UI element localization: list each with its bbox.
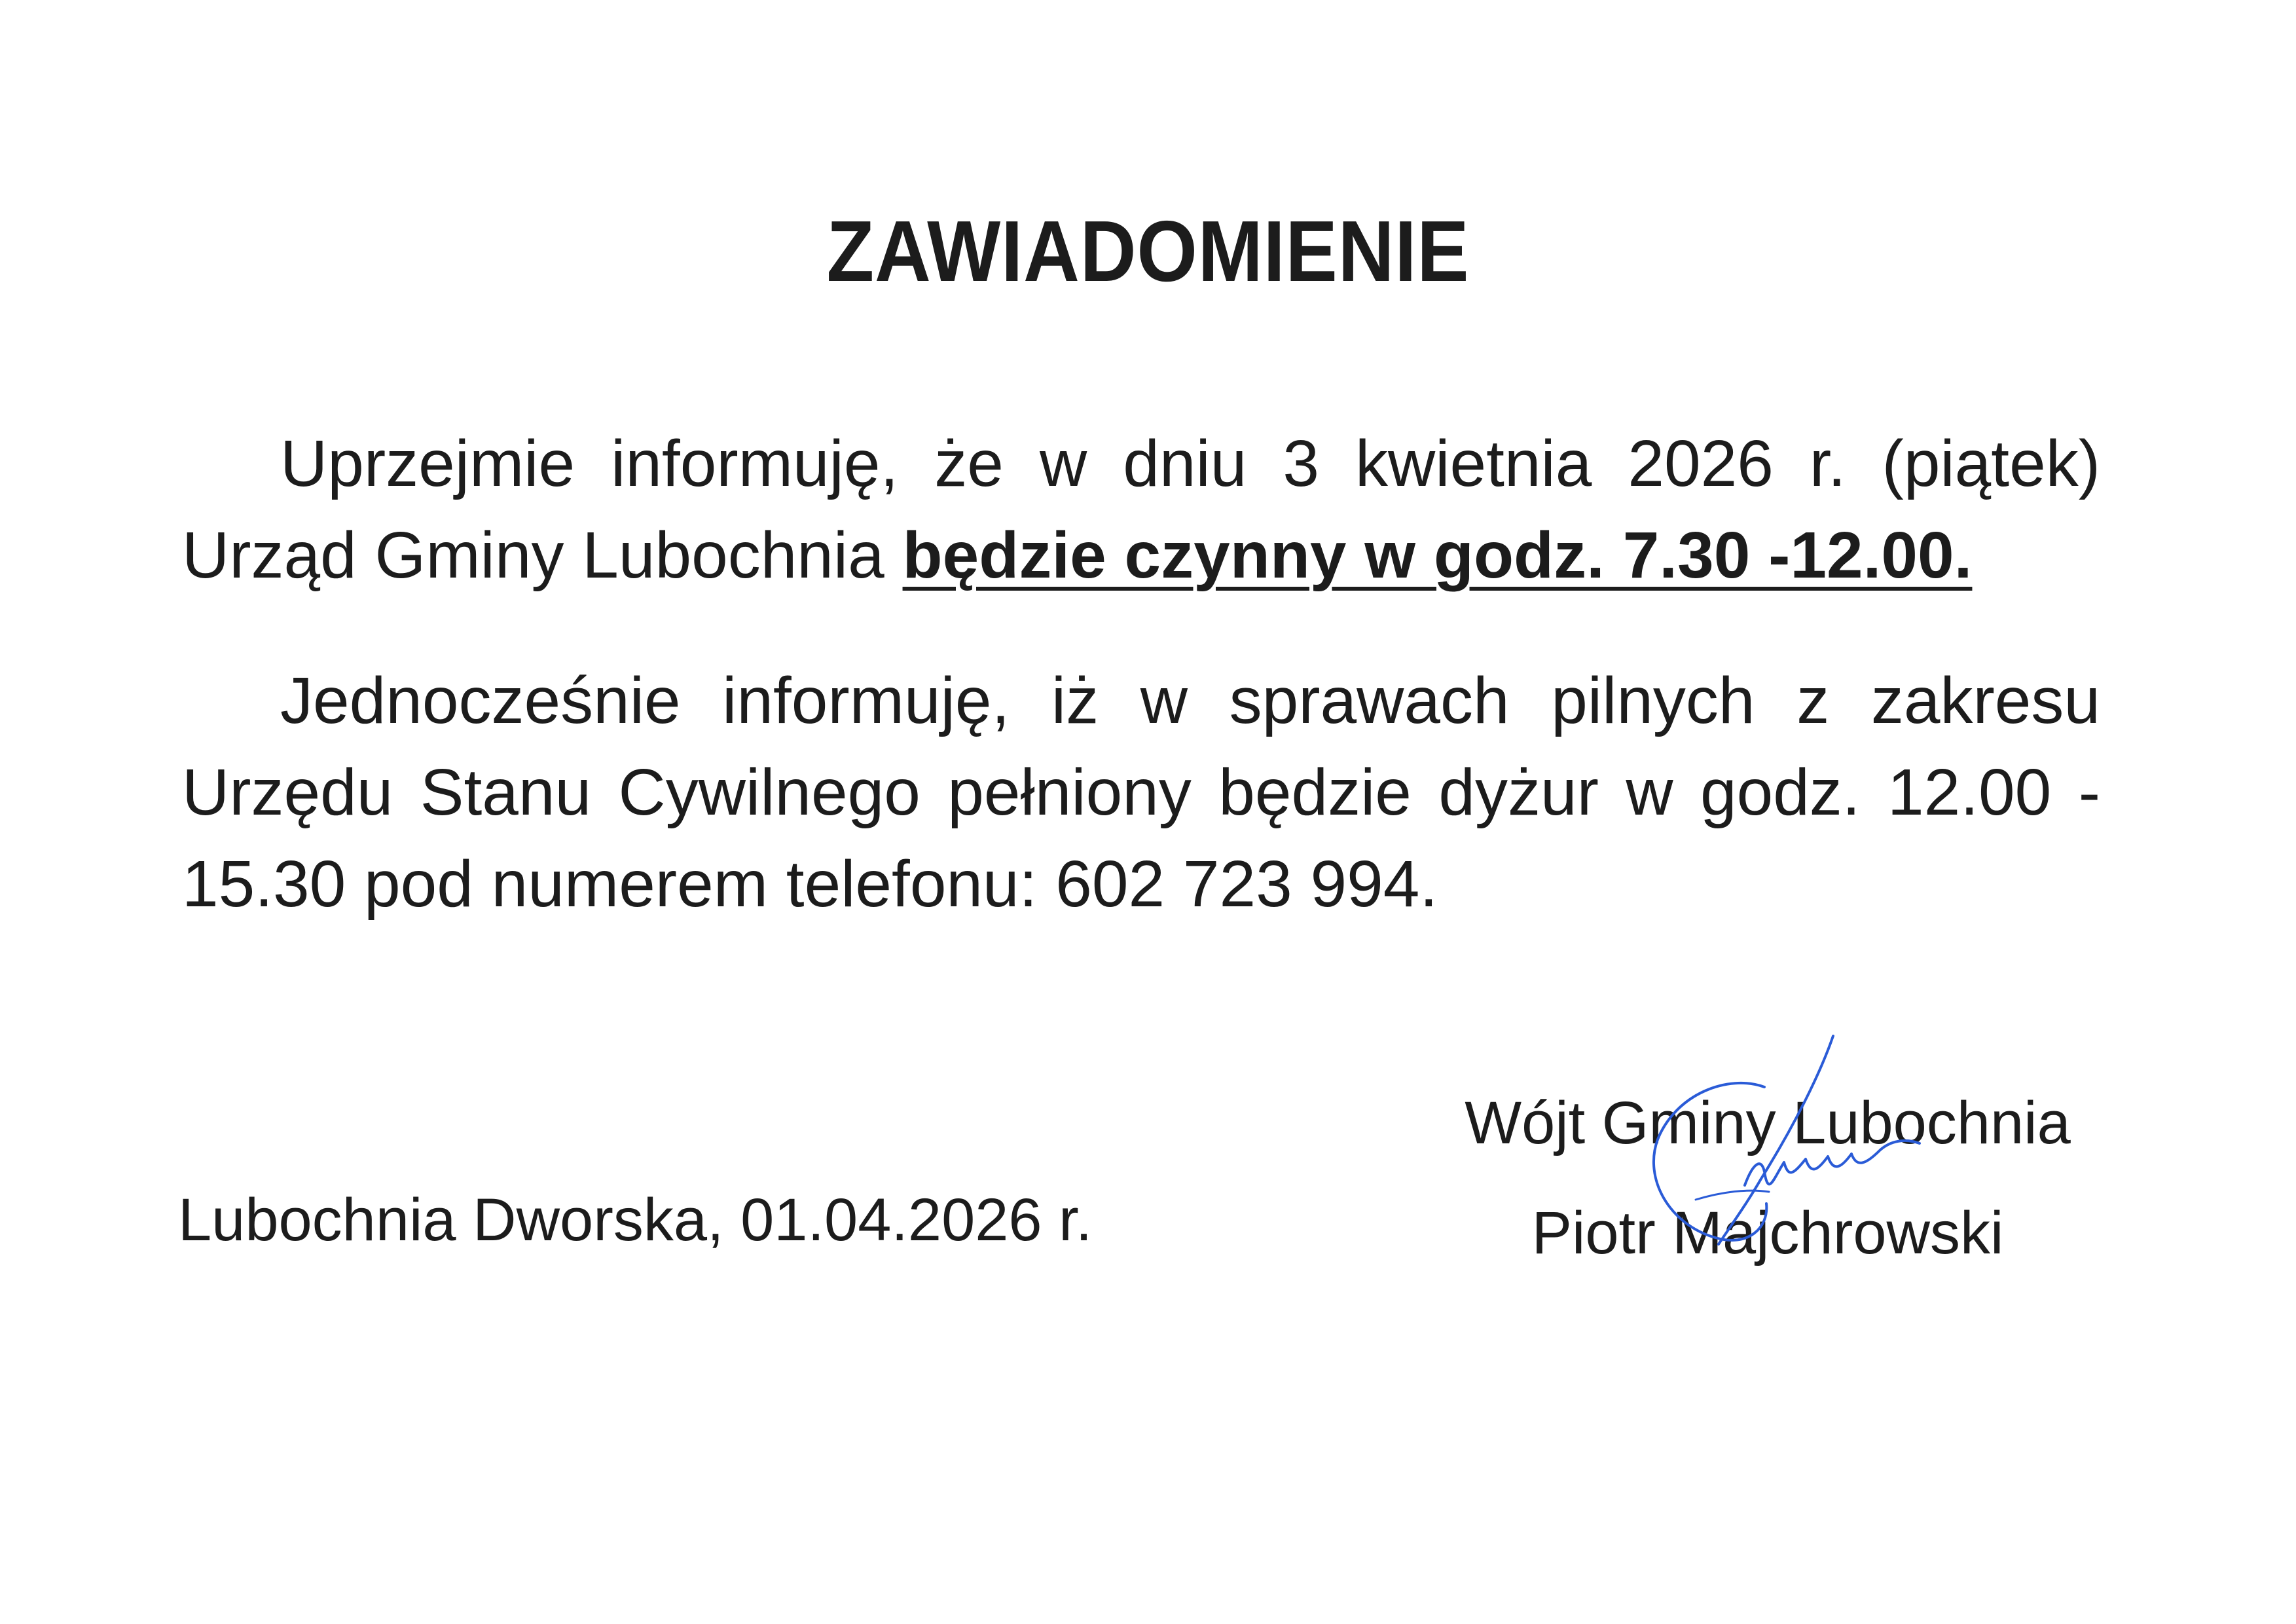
place-and-date: Lubochnia Dworska, 01.04.2026 r. bbox=[178, 1187, 1093, 1253]
handwritten-signature bbox=[1597, 1028, 1977, 1277]
paragraph-opening-hours bbox=[182, 418, 2100, 601]
signer-name: Piotr Majchrowski bbox=[1531, 1200, 2004, 1266]
document-title: ZAWIADOMIENIE bbox=[826, 203, 1470, 299]
signer-title: Wójt Gminy Lubochnia bbox=[1465, 1090, 2071, 1156]
signature-stroke-main bbox=[1654, 1036, 1920, 1244]
paragraph-duty-phone: Jednocześnie informuję, iż w sprawach pilnych z zakresu Urzędu Stanu Cywilnego pełniony będzie dyżur w godz. 12.00 - 15.30 pod numerem telefonu: 602 723 994. bbox=[182, 664, 2100, 921]
opening-hours-emphasis: będzie czynny w godz. 7.30 -12.00. bbox=[902, 519, 1973, 592]
signature-stroke-underline bbox=[1696, 1190, 1769, 1200]
paragraph-opening-hours-lead: Uprzejmie informuję, że w dniu 3 kwietnia 2026 r. (piątek) Urząd Gminy Lubochnia bbox=[182, 427, 2100, 592]
